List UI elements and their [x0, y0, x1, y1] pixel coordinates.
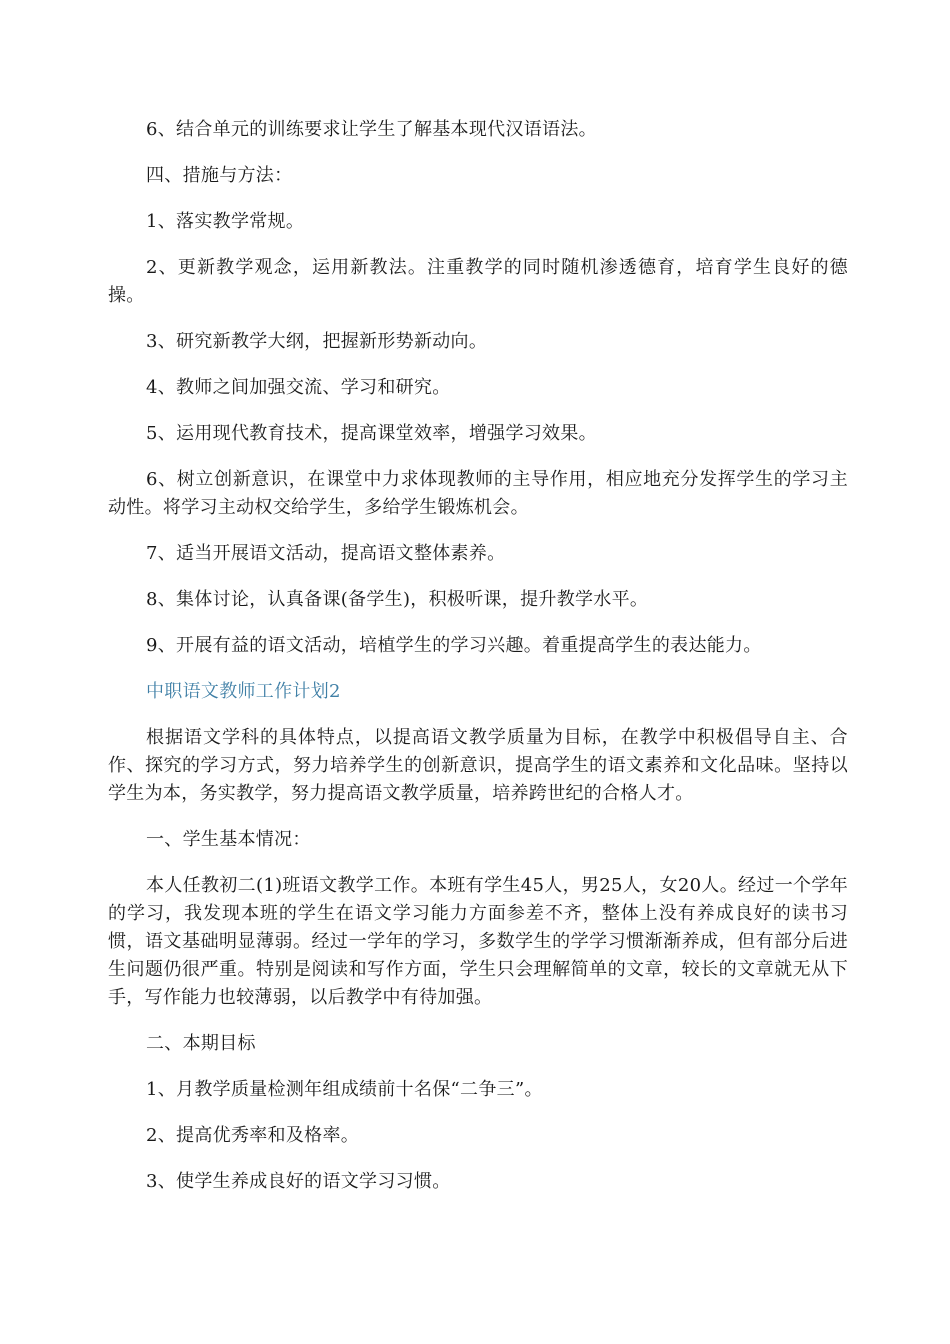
paragraph: 8、集体讨论，认真备课(备学生)，积极听课，提升教学水平。: [146, 589, 649, 610]
paragraph: 本人任教初二(1)班语文教学工作。本班有学生45人，男25人，女20人。经过一个学年的学习，我发现本班的学生在语文学习能力方面参差不齐，整体上没有养成良好的读书习惯，语文基础明显薄弱。经过一学年的学习，多数学生的学学习惯渐渐养成，但有部分后进生问题仍很严重。特别是阅读和写作方面，学生只会理解简单的文章，较长的文章就无从下手，写作能力也较薄弱，以后教学中有待加强。: [108, 875, 848, 1008]
section-heading: 四、措施与方法：: [146, 165, 293, 186]
paragraph: 1、月教学质量检测年组成绩前十名保“二争三”。: [146, 1079, 543, 1100]
paragraph: 2、提高优秀率和及格率。: [146, 1125, 360, 1146]
section-heading: 二、本期目标: [146, 1033, 256, 1054]
document-page: [108, 116, 848, 1214]
paragraph: 2、更新教学观念，运用新教法。注重教学的同时随机渗透德育，培育学生良好的德操。: [108, 257, 848, 306]
paragraph: 根据语文学科的具体特点，以提高语文教学质量为目标，在教学中积极倡导自主、合作、探究的学习方式，努力培养学生的创新意识，提高学生的语文素养和文化品味。坚持以学生为本，务实教学，努力提高语文教学质量，培养跨世纪的合格人才。: [108, 727, 848, 804]
paragraph: 3、研究新教学大纲，把握新形势新动向。: [146, 331, 488, 352]
paragraph: 9、开展有益的语文活动，培植学生的学习兴趣。着重提高学生的表达能力。: [146, 635, 762, 656]
paragraph: 3、使学生养成良好的语文学习习惯。: [146, 1171, 451, 1192]
paragraph: 7、适当开展语文活动，提高语文整体素养。: [146, 543, 506, 564]
paragraph: 4、教师之间加强交流、学习和研究。: [146, 377, 451, 398]
paragraph: 5、运用现代教育技术，提高课堂效率，增强学习效果。: [146, 423, 597, 444]
paragraph: 6、树立创新意识，在课堂中力求体现教师的主导作用，相应地充分发挥学生的学习主动性。将学习主动权交给学生，多给学生锻炼机会。: [108, 469, 848, 518]
paragraph: 6、结合单元的训练要求让学生了解基本现代汉语语法。: [146, 119, 597, 140]
section-title-link[interactable]: 中职语文教师工作计划2: [146, 681, 341, 702]
paragraph: 1、落实教学常规。: [146, 211, 305, 232]
section-heading: 一、学生基本情况：: [146, 829, 311, 850]
